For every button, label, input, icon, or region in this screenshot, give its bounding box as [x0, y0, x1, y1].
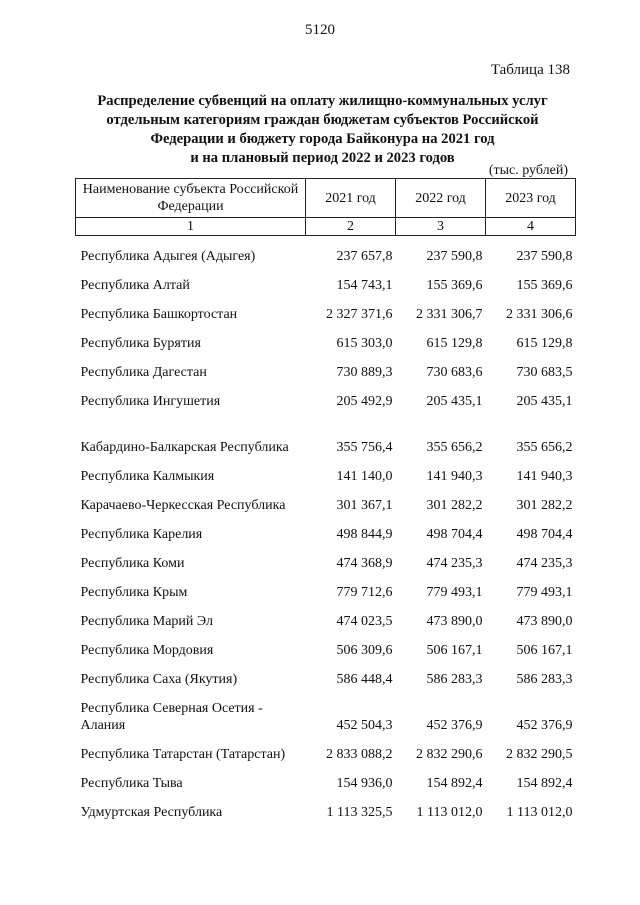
- amount-cell-2021: 301 367,1: [336, 498, 393, 513]
- amount-cell-2022: 506 167,1: [426, 643, 483, 658]
- subject-name-cell: Республика Ингушетия: [80, 394, 221, 409]
- table-row: [76, 514, 576, 543]
- amount-cell-2023: 141 940,3: [516, 469, 573, 484]
- amount-cell-2023: 301 282,2: [516, 498, 573, 513]
- amount-cell-2022: 2 832 290,6: [416, 747, 483, 762]
- amount-cell-2023: 205 435,1: [516, 394, 573, 409]
- column-header-2022: 2022 год: [396, 179, 486, 218]
- units-note: (тыс. рублей): [488, 163, 568, 178]
- amount-cell-2021: 2 327 371,6: [326, 307, 393, 322]
- subject-name-cell: Республика Коми: [80, 556, 185, 571]
- amount-cell-2021: 154 743,1: [336, 278, 393, 293]
- amount-cell-2021: 730 889,3: [336, 365, 393, 380]
- table-row: [76, 236, 576, 266]
- table-row: [76, 572, 576, 601]
- table-row: [76, 792, 576, 821]
- amount-cell-2022: 779 493,1: [426, 585, 483, 600]
- amount-cell-2021: 1 113 325,5: [326, 805, 393, 820]
- subject-name-cell: Удмуртская Республика: [80, 805, 223, 820]
- amount-cell-2023: 473 890,0: [516, 614, 573, 629]
- column-number: 4: [486, 218, 576, 236]
- amount-cell-2022: 141 940,3: [426, 469, 483, 484]
- amount-cell-2021: 237 657,8: [336, 249, 393, 264]
- title-line: и на плановый период 2022 и 2023 годов: [190, 150, 455, 166]
- subject-name-cell: Республика Татарстан (Татарстан): [80, 747, 286, 762]
- column-number: 1: [76, 218, 306, 236]
- table-row: [76, 381, 576, 410]
- amount-cell-2023: 779 493,1: [516, 585, 573, 600]
- amount-cell-2023: 730 683,5: [516, 365, 573, 380]
- amount-cell-2021: 474 368,9: [336, 556, 393, 571]
- amount-cell-2022: 586 283,3: [426, 672, 483, 687]
- table-label: Таблица 138: [490, 62, 570, 78]
- amount-cell-2022: 473 890,0: [426, 614, 483, 629]
- amount-cell-2023: 2 832 290,5: [506, 747, 573, 762]
- table-row: [76, 763, 576, 792]
- table-row: [76, 630, 576, 659]
- table-row: [76, 485, 576, 514]
- subject-name-cell: Республика Дагестан: [80, 365, 207, 380]
- amount-cell-2021: 355 756,4: [336, 440, 393, 455]
- subject-name-cell: Республика Мордовия: [80, 643, 214, 658]
- table-body: [76, 236, 576, 822]
- column-number: 2: [306, 218, 396, 236]
- page-number: 5120: [305, 22, 335, 38]
- header-row: [76, 179, 576, 218]
- amount-cell-2023: 586 283,3: [516, 672, 573, 687]
- amount-cell-2023: 154 892,4: [516, 776, 573, 791]
- amount-cell-2021: 615 303,0: [336, 336, 393, 351]
- subject-name-cell: Республика Алтай: [80, 278, 190, 293]
- amount-cell-2023: 498 704,4: [516, 527, 573, 542]
- amount-cell-2023: 452 376,9: [516, 718, 573, 733]
- amount-cell-2021: 452 504,3: [336, 718, 393, 733]
- subject-name-cell: Республика Тыва: [80, 776, 183, 791]
- table-row: [76, 352, 576, 381]
- subject-name-cell: Кабардино-Балкарская Республика: [80, 440, 289, 455]
- amount-cell-2022: 1 113 012,0: [416, 805, 483, 820]
- table-row: [76, 543, 576, 572]
- column-header-subject: Наименование субъекта Российской Федерации: [76, 179, 306, 218]
- amount-cell-2021: 506 309,6: [336, 643, 393, 658]
- table-row: [76, 323, 576, 352]
- table-row: [76, 601, 576, 630]
- amount-cell-2022: 237 590,8: [426, 249, 483, 264]
- subject-name-cell: Республика Крым: [80, 585, 188, 600]
- table-row: [76, 456, 576, 485]
- amount-cell-2022: 730 683,6: [426, 365, 483, 380]
- amount-cell-2023: 615 129,8: [516, 336, 573, 351]
- table-row: [76, 688, 576, 734]
- title-line: Федерации и бюджету города Байконура на 2021 год: [150, 131, 495, 147]
- subject-name-cell: Карачаево-Черкесская Республика: [80, 498, 286, 513]
- amount-cell-2022: 155 369,6: [426, 278, 483, 293]
- subject-name-cell: Республика Адыгея (Адыгея): [80, 249, 256, 264]
- amount-cell-2022: 2 331 306,7: [416, 307, 483, 322]
- document-title: [70, 92, 575, 168]
- amount-cell-2023: 474 235,3: [516, 556, 573, 571]
- amount-cell-2023: 155 369,6: [516, 278, 573, 293]
- amount-cell-2021: 205 492,9: [336, 394, 393, 409]
- amount-cell-2021: 154 936,0: [336, 776, 393, 791]
- amount-cell-2022: 474 235,3: [426, 556, 483, 571]
- amount-cell-2021: 2 833 088,2: [326, 747, 393, 762]
- amount-cell-2022: 355 656,2: [426, 440, 483, 455]
- subject-name-cell: Республика Башкортостан: [80, 307, 238, 322]
- column-header-2021: 2021 год: [306, 179, 396, 218]
- subject-name-cell: Республика Саха (Якутия): [80, 672, 238, 687]
- amount-cell-2021: 141 140,0: [336, 469, 393, 484]
- table-row: [76, 410, 576, 456]
- amount-cell-2022: 205 435,1: [426, 394, 483, 409]
- amount-cell-2023: 355 656,2: [516, 440, 573, 455]
- title-line: Распределение субвенций на оплату жилищно-коммунальных услуг: [97, 93, 548, 109]
- amount-cell-2023: 1 113 012,0: [506, 805, 573, 820]
- subsidy-table: [75, 178, 576, 821]
- column-header-2023: 2023 год: [486, 179, 576, 218]
- table-row: [76, 659, 576, 688]
- table-row: [76, 265, 576, 294]
- subject-name-cell: Республика Карелия: [80, 527, 203, 542]
- amount-cell-2022: 498 704,4: [426, 527, 483, 542]
- column-number-row: [76, 218, 576, 236]
- title-line: отдельным категориям граждан бюджетам субъектов Российской: [106, 112, 539, 128]
- subject-name-cell: Республика Марий Эл: [80, 614, 213, 629]
- subject-name-cell: Республика Калмыкия: [80, 469, 215, 484]
- table-row: [76, 734, 576, 763]
- column-number: 3: [396, 218, 486, 236]
- subject-name-cell: Республика Северная Осетия - Алания: [80, 701, 263, 733]
- amount-cell-2021: 498 844,9: [336, 527, 393, 542]
- amount-cell-2021: 586 448,4: [336, 672, 393, 687]
- amount-cell-2023: 2 331 306,6: [506, 307, 573, 322]
- amount-cell-2022: 154 892,4: [426, 776, 483, 791]
- amount-cell-2022: 452 376,9: [426, 718, 483, 733]
- amount-cell-2021: 474 023,5: [336, 614, 393, 629]
- amount-cell-2023: 506 167,1: [516, 643, 573, 658]
- amount-cell-2022: 615 129,8: [426, 336, 483, 351]
- amount-cell-2023: 237 590,8: [516, 249, 573, 264]
- amount-cell-2021: 779 712,6: [336, 585, 393, 600]
- subject-name-cell: Республика Бурятия: [80, 336, 201, 351]
- table-row: [76, 294, 576, 323]
- amount-cell-2022: 301 282,2: [426, 498, 483, 513]
